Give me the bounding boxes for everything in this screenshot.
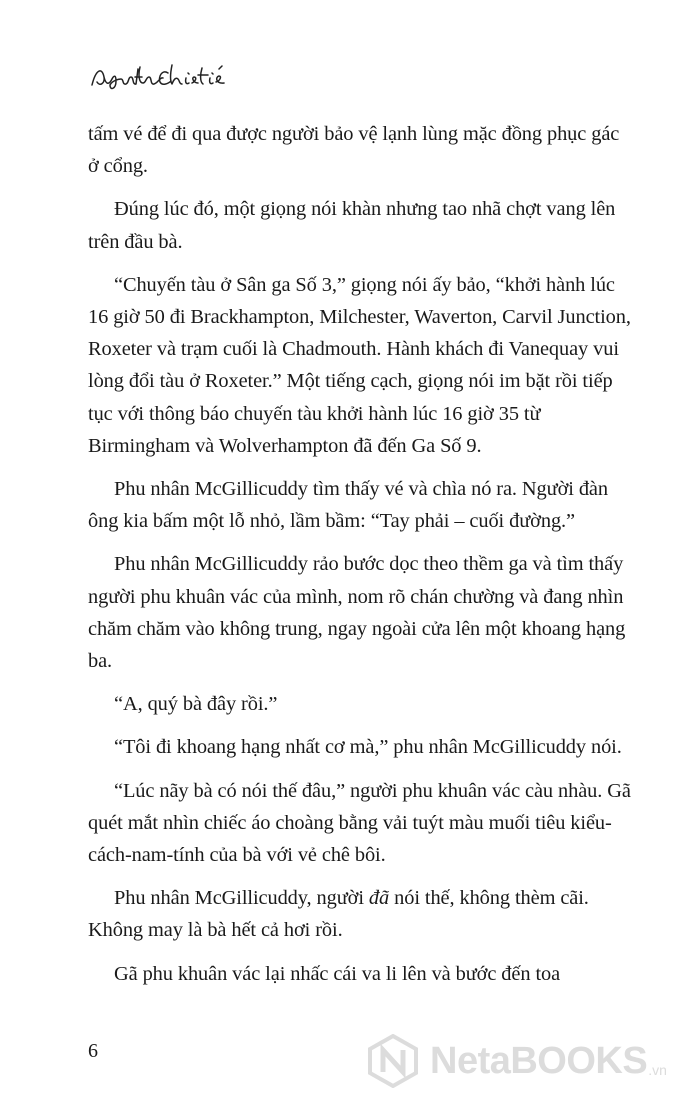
page-body: [88, 118, 634, 990]
paragraph: “Lúc nãy bà có nói thế đâu,” người phu khuân vác càu nhàu. Gã quét mắt nhìn chiếc áo choàng bằng vải tuýt màu muối tiêu kiểu-cách-nam-tính của bà với vẻ chê bôi.: [88, 779, 631, 867]
paragraph: Phu nhân McGillicuddy rảo bước dọc theo thềm ga và tìm thấy người phu khuân vác của mình, nom rõ chán chường và đang nhìn chăm chăm vào không trung, ngay ngoài cửa lên một khoang hạng ba.: [88, 553, 626, 673]
netabooks-logo-icon: [366, 1034, 420, 1088]
watermark-text: NetaBOOKS: [430, 1039, 648, 1082]
paragraph-with-emphasis: [88, 882, 634, 946]
paragraph: Đúng lúc đó, một giọng nói khàn nhưng tao nhã chợt vang lên trên đầu bà.: [88, 198, 616, 253]
author-signature: [88, 55, 248, 95]
emphasis-before: Phu nhân McGillicuddy, người: [114, 887, 369, 910]
page-number: 6: [88, 1040, 98, 1062]
paragraph: tấm vé để đi qua được người bảo vệ lạnh lùng mặc đồng phục gác ở cổng.: [88, 123, 620, 178]
paragraph: Phu nhân McGillicuddy tìm thấy vé và chìa nó ra. Người đàn ông kia bấm một lỗ nhỏ, lầm bầm: “Tay phải – cuối đường.”: [88, 478, 608, 533]
watermark: [366, 1034, 667, 1088]
paragraph: “A, quý bà đây rồi.”: [114, 693, 278, 716]
emphasis-after: nói thế, không thèm cãi. Không may là bà hết cả hơi rồi.: [88, 887, 589, 942]
paragraph: “Tôi đi khoang hạng nhất cơ mà,” phu nhân McGillicuddy nói.: [114, 736, 622, 759]
paragraph: “Chuyến tàu ở Sân ga Số 3,” giọng nói ấy bảo, “khởi hành lúc 16 giờ 50 đi Brackhampton, Milchester, Waverton, Carvil Junction, Roxeter và trạm cuối là Chadmouth. Hành khách đi Vanequay vui lòng đổi tàu ở Roxeter.” Một tiếng cạch, giọng nói im bặt rồi tiếp tục với thông báo chuyến tàu khởi hành lúc 16 giờ 35 từ Birmingham và Wolverhampton đã đến Ga Số 9.: [88, 273, 631, 457]
paragraph: Gã phu khuân vác lại nhấc cái va li lên và bước đến toa: [114, 962, 561, 985]
watermark-suffix: .vn: [648, 1062, 667, 1078]
emphasis-word: đã: [368, 887, 390, 910]
